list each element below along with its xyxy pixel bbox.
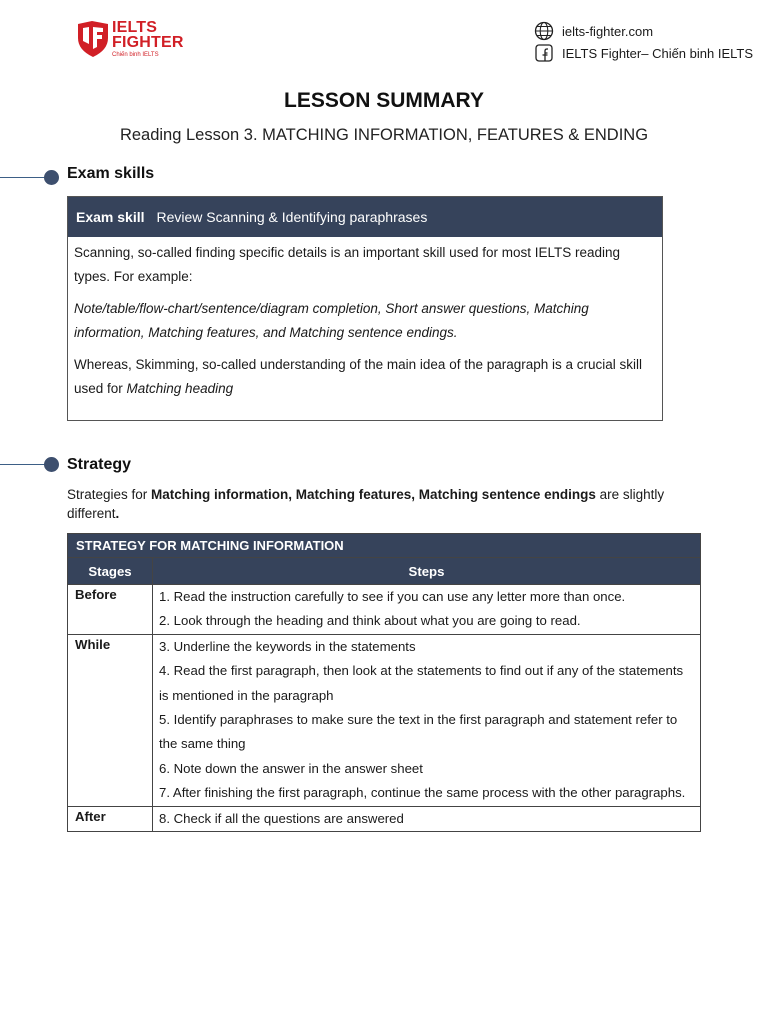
page-title: LESSON SUMMARY — [284, 89, 484, 112]
logo-tagline: Chiến binh IELTS — [112, 52, 159, 58]
exam-skill-label: Exam skill — [76, 209, 145, 225]
strategy-heading: Strategy — [67, 456, 132, 473]
section-line — [0, 177, 46, 178]
step-item: 1. Read the instruction carefully to see if you can use any letter more than once. — [159, 589, 626, 604]
facebook-link[interactable]: IELTS Fighter– Chiến binh IELTS — [562, 45, 754, 61]
exam-skill-title: Review Scanning & Identifying paraphrases — [156, 209, 428, 225]
exam-skill-box — [67, 196, 663, 421]
table-caption: STRATEGY FOR MATCHING INFORMATION — [68, 534, 701, 558]
step-item: 3. Underline the keywords in the statements — [159, 638, 416, 654]
table-row — [68, 585, 701, 635]
step-item: 8. Check if all the questions are answered — [159, 810, 404, 826]
table-row — [68, 634, 701, 806]
step-item: 5. Identify paraphrases to make sure the text in the first paragraph and statement refer to the same thing — [159, 712, 678, 752]
website-link[interactable]: ielts-fighter.com — [562, 23, 654, 39]
steps-cell — [153, 806, 701, 831]
table-row — [68, 806, 701, 831]
contact-info — [534, 20, 753, 64]
strategy-intro: Strategies for Matching information, Matching features, Matching sentence endings are slightly different. — [67, 487, 665, 521]
step-item: 6. Note down the answer in the answer sheet — [159, 760, 423, 776]
paragraph: Whereas, Skimming, so-called understanding of the main idea of the paragraph is a crucial skill used for Matching heading — [74, 357, 643, 396]
exam-skills-heading: Exam skills — [67, 165, 155, 182]
column-header-stages: Stages — [68, 558, 153, 585]
paragraph: Scanning, so-called finding specific details is an important skill used for most IELTS reading types. For example: — [74, 245, 621, 284]
strategy-table — [67, 533, 701, 832]
step-item: 2. Look through the heading and think about what you are going to read. — [159, 613, 581, 629]
logo-wordmark: IELTS FIGHTER — [112, 19, 184, 51]
step-item: 4. Read the first paragraph, then look at the statements to find out if any of the statements is mentioned in the paragraph — [159, 663, 684, 703]
exam-skill-body — [68, 237, 662, 401]
ielts-fighter-logo — [76, 20, 200, 62]
page-subtitle: Reading Lesson 3. MATCHING INFORMATION, FEATURES & ENDING — [119, 126, 649, 144]
paragraph: Note/table/flow-chart/sentence/diagram completion, Short answer questions, Matching information, Matching features, and Matching sentence endings. — [74, 301, 589, 340]
step-item: 7. After finishing the first paragraph, continue the same process with the other paragraphs. — [159, 785, 686, 801]
globe-icon — [534, 21, 554, 41]
section-bullet — [44, 170, 59, 185]
website-row — [534, 20, 753, 42]
section-bullet — [44, 457, 59, 472]
shield-logo-icon — [76, 20, 110, 58]
stage-cell: After — [68, 806, 153, 831]
section-line — [0, 464, 46, 465]
steps-cell — [153, 585, 701, 635]
exam-skill-bar — [68, 197, 662, 237]
column-header-steps: Steps — [153, 558, 701, 585]
stage-cell: While — [68, 634, 153, 806]
facebook-row — [534, 42, 753, 64]
facebook-icon — [534, 43, 554, 63]
steps-cell — [153, 634, 701, 806]
stage-cell: Before — [68, 585, 153, 635]
